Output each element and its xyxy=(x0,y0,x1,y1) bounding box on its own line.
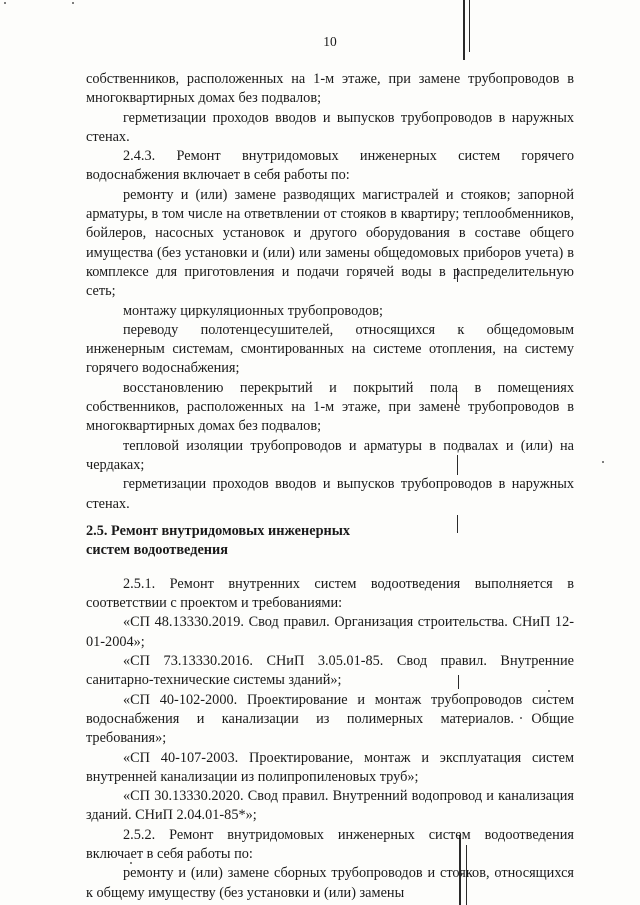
section-heading xyxy=(86,522,574,560)
scan-speck xyxy=(72,2,74,4)
paragraph: собственников, расположенных на 1-м этаже, при замене трубопроводов в многоквартирных домах без подвалов; xyxy=(86,71,574,107)
paragraph: тепловой изоляции трубопроводов и арматуры в подвалах и (или) на чердаках; xyxy=(86,437,574,473)
scan-artifact-line xyxy=(463,0,465,60)
section-heading-line2: систем водоотведения xyxy=(86,541,228,558)
scan-speck xyxy=(602,461,604,463)
section-heading-line1: 2.5. Ремонт внутридомовых инженерных xyxy=(86,522,351,539)
paragraph: герметизации проходов вводов и выпусков трубопроводов в наружных стенах. xyxy=(86,109,574,145)
paragraph: «СП 73.13330.2016. СНиП 3.05.01-85. Свод правил. Внутренние санитарно-технические системы зданий»; xyxy=(86,653,574,689)
paragraph: «СП 40-107-2003. Проектирование, монтаж и эксплуатация систем внутренней канализации из полипропиленовых труб»; xyxy=(86,749,574,785)
page-number: 10 xyxy=(323,34,337,49)
paragraph: 2.5.1. Ремонт внутренних систем водоотведения выполняется в соответствии с проектом и требованиями: xyxy=(86,575,574,612)
paragraph: «СП 40-102-2000. Проектирование и монтаж трубопроводов систем водоснабжения и канализации из полимерных материалов. Общие требования»; xyxy=(86,691,574,747)
paragraph: 2.4.3. Ремонт внутридомовых инженерных систем горячего водоснабжения включает в себя работы по: xyxy=(86,148,574,184)
paragraph: монтажу циркуляционных трубопроводов; xyxy=(123,302,383,319)
paragraph-group-drainage xyxy=(86,575,574,903)
scan-speck xyxy=(4,2,6,4)
paragraph: переводу полотенцесушителей, относящихся к общедомовым инженерным системам, смонтированных на системе отопления, на систему горячего водоснабжения; xyxy=(86,321,574,377)
paragraph: ремонту и (или) замене разводящих магистралей и стояков; запорной арматуры, в том числе на ответвлении от стояков в квартиру; теплообменников, бойлеров, насосных установок и другого оборудования в составе общего имущества (без установки и (или) или замены общедомовых приборов учета) в комплексе для приготовления и подачи горячей воды в распределительную сеть; xyxy=(86,186,574,300)
paragraph: ремонту и (или) замене сборных трубопроводов и стояков, относящихся к общему имуществу (без установки и (или) замены xyxy=(86,865,574,901)
paragraph: восстановлению перекрытий и покрытий пола в помещениях собственников, расположенных на 1-м этаже, при замене трубопроводов в многоквартирных домах без подвалов; xyxy=(86,379,574,435)
paragraph: «СП 30.13330.2020. Свод правил. Внутренний водопровод и канализация зданий. СНиП 2.04.01-85*»; xyxy=(86,788,574,824)
paragraph: 2.5.2. Ремонт внутридомовых инженерных систем водоотведения включает в себя работы по: xyxy=(86,826,574,862)
paragraph: герметизации проходов вводов и выпусков трубопроводов в наружных стенах. xyxy=(86,476,574,512)
paragraph-group-water-supply xyxy=(86,70,574,514)
paragraph: «СП 48.13330.2019. Свод правил. Организация строительства. СНиП 12-01-2004»; xyxy=(86,614,574,650)
scan-artifact-line xyxy=(469,0,470,52)
document-body xyxy=(86,70,574,903)
